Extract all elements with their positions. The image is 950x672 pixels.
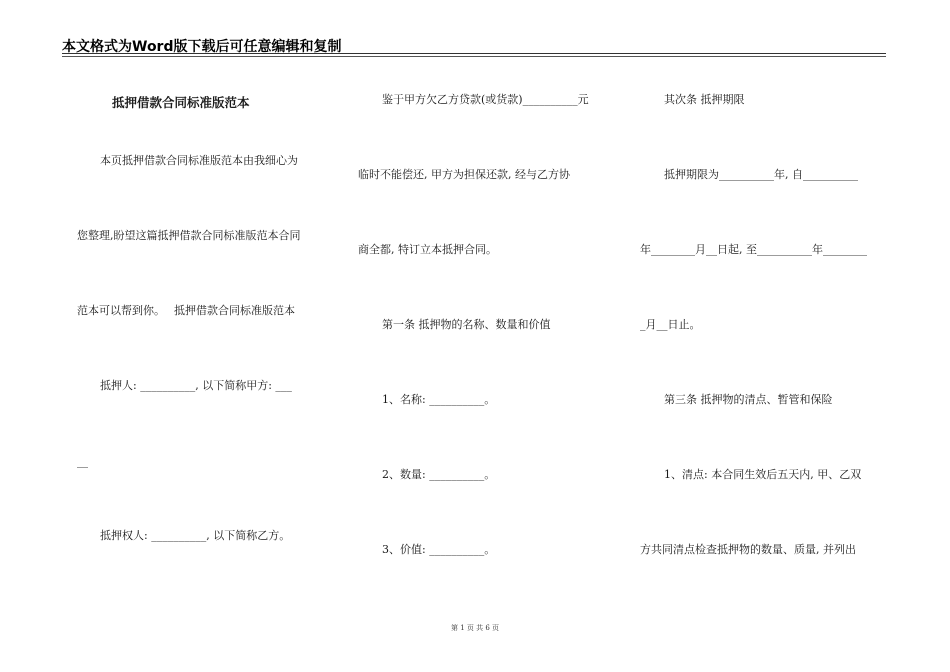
col3-line-4: _月__日止。 bbox=[640, 318, 701, 331]
col3-line-3: 年________月__日起, 至__________年________ bbox=[640, 243, 867, 256]
header-rule-top bbox=[62, 53, 886, 54]
col1-line-2: 您整理,盼望这篇抵押借款合同标准版范本合同 bbox=[77, 229, 301, 242]
page-footer: 第 1 页 共 6 页 bbox=[450, 624, 500, 632]
col1-line-1: 本页抵押借款合同标准版范本由我细心为 bbox=[100, 154, 298, 167]
col3-line-1: 其次条 抵押期限 bbox=[664, 93, 745, 106]
col2-line-2: 临时不能偿还, 甲方为担保还款, 经与乙方协 bbox=[358, 168, 570, 181]
document-header-title: 本文格式为Word版下载后可任意编辑和复制 bbox=[62, 39, 342, 55]
col1-line-4: 抵押人: __________, 以下简称甲方: ___ bbox=[100, 379, 292, 392]
col3-line-2: 抵押期限为__________年, 自__________ bbox=[664, 168, 858, 181]
col2-line-5: 1、名称: __________。 bbox=[382, 393, 496, 406]
col2-line-3: 商全都, 特订立本抵押合同。 bbox=[358, 243, 497, 256]
col3-line-7: 方共同清点检查抵押物的数量、质量, 并列出 bbox=[640, 543, 856, 556]
col1-line-6: 抵押权人: __________, 以下简称乙方。 bbox=[100, 529, 291, 542]
col2-line-4: 第一条 抵押物的名称、数量和价值 bbox=[382, 318, 551, 331]
col3-line-5: 第三条 抵押物的清点、暂管和保险 bbox=[664, 393, 833, 406]
col2-line-1: 鉴于甲方欠乙方贷款(或货款)__________元 bbox=[382, 93, 589, 106]
header-rule-bottom bbox=[62, 56, 886, 57]
col3-line-6: 1、清点: 本合同生效后五天内, 甲、乙双 bbox=[664, 468, 862, 481]
col2-line-6: 2、数量: __________。 bbox=[382, 468, 496, 481]
col1-line-3: 范本可以帮到你。 抵押借款合同标准版范本 bbox=[77, 304, 295, 317]
col1-line-5: __ bbox=[77, 455, 88, 468]
document-title: 抵押借款合同标准版范本 bbox=[112, 95, 250, 110]
col2-line-7: 3、价值: __________。 bbox=[382, 543, 496, 556]
